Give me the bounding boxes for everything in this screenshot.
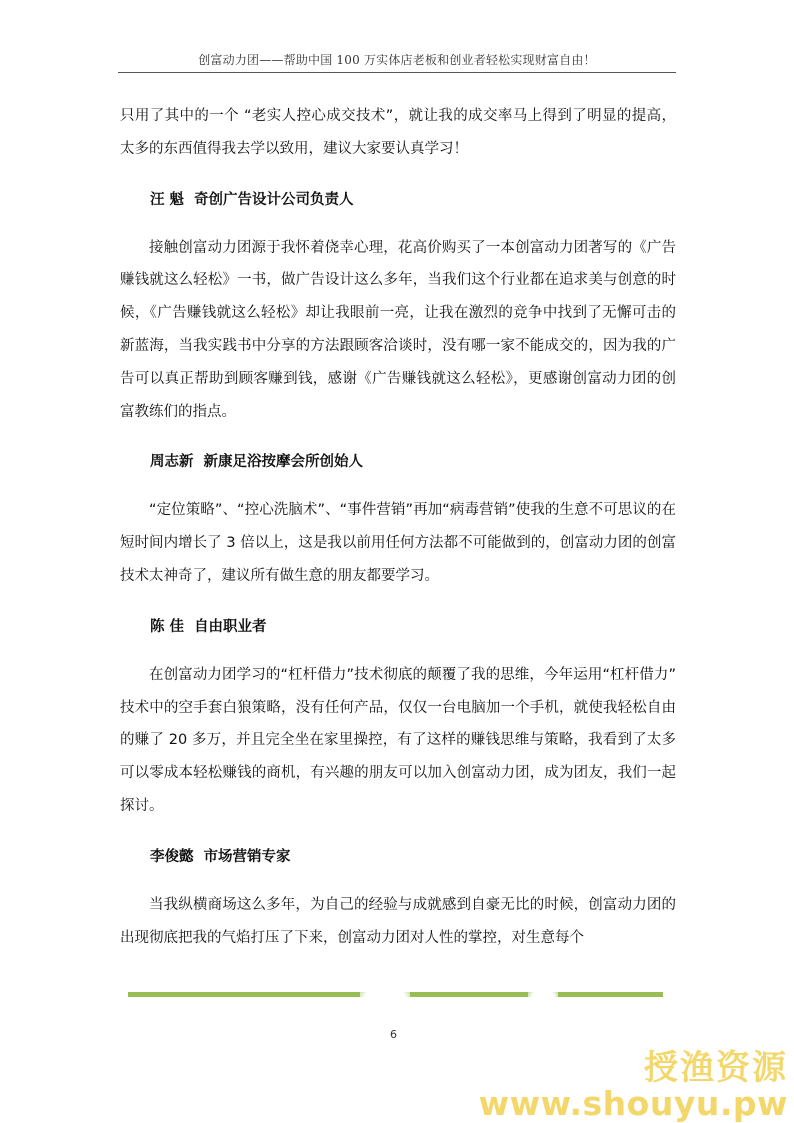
testimonial-role: 新康足浴按摩会所创始人 — [203, 454, 363, 471]
testimonial-person: 汪 魁 — [150, 191, 185, 208]
footer-decoration — [528, 988, 558, 1004]
testimonial-heading — [120, 617, 676, 637]
header-divider — [118, 72, 676, 73]
testimonial-text: “定位策略”、“控心洗脑术”、“事件营销”再加“病毒营销”使我的生意不可思议的在短时间内增长了 3 倍以上，这是我以前用任何方法都不可能做到的，创富动力团的创富技术太神奇了，建议所有做生意的朋友都要学习。 — [120, 502, 676, 584]
testimonial-heading — [120, 190, 676, 210]
testimonial-person: 周志新 — [150, 454, 194, 471]
testimonial-role: 市场营销专家 — [203, 848, 291, 865]
watermark-text: 授渔资源 — [644, 1048, 788, 1088]
footer-decoration — [360, 986, 410, 1006]
testimonial-text: 当我纵横商场这么多年，为自己的经验与成就感到自豪无比的时候，创富动力团的出现彻底把我的气焰打压了下来，创富动力团对人性的掌控，对生意每个 — [120, 896, 676, 946]
testimonial-heading — [120, 452, 676, 472]
testimonial-person: 陈 佳 — [150, 618, 185, 635]
testimonial-heading — [120, 847, 676, 867]
intro-paragraph: 只用了其中的一个 “老实人控心成交技术”，就让我的成交率马上得到了明显的提高，太多的东西值得我去学以致用，建议大家要认真学习！ — [120, 108, 676, 157]
testimonial-role: 奇创广告设计公司负责人 — [194, 191, 354, 208]
testimonial-person: 李俊懿 — [150, 848, 194, 865]
page-header: 创富动力团——帮助中国 100 万实体店老板和创业者轻松实现财富自由！ — [198, 53, 596, 67]
watermark-url: www.shouyu.pw — [478, 1084, 788, 1123]
document-body — [120, 100, 676, 954]
page-number: 6 — [390, 1028, 397, 1041]
testimonial-text: 在创富动力团学习的“杠杆借力”技术彻底的颠覆了我的思维，今年运用“杠杆借力” 技术中的空手套白狼策略，没有任何产品，仅仅一台电脑加一个手机，就使我轻松自由的赚了 20 多万，并且完全坐在家里操控，有了这样的赚钱思维与策略，我看到了太多可以零成本轻松赚钱的商机，有兴趣的朋友可以加入创富动力团，成为团友，我们一起探讨。 — [120, 666, 676, 814]
testimonial-role: 自由职业者 — [194, 618, 267, 635]
testimonial-text: 接触创富动力团源于我怀着侥幸心理，花高价购买了一本创富动力团著写的《广告赚钱就这么轻松》一书，做广告设计这么多年，当我们这个行业都在追求美与创意的时候，《广告赚钱就这么轻松》却让我眼前一亮，让我在激烈的竞争中找到了无懈可击的新蓝海，当我实践书中分享的方法跟顾客洽谈时，没有哪一家不能成交的，因为我的广告可以真正帮助到顾客赚到钱，感谢《广告赚钱就这么轻松》，更感谢创富动力团的创富教练们的指点。 — [120, 239, 676, 420]
